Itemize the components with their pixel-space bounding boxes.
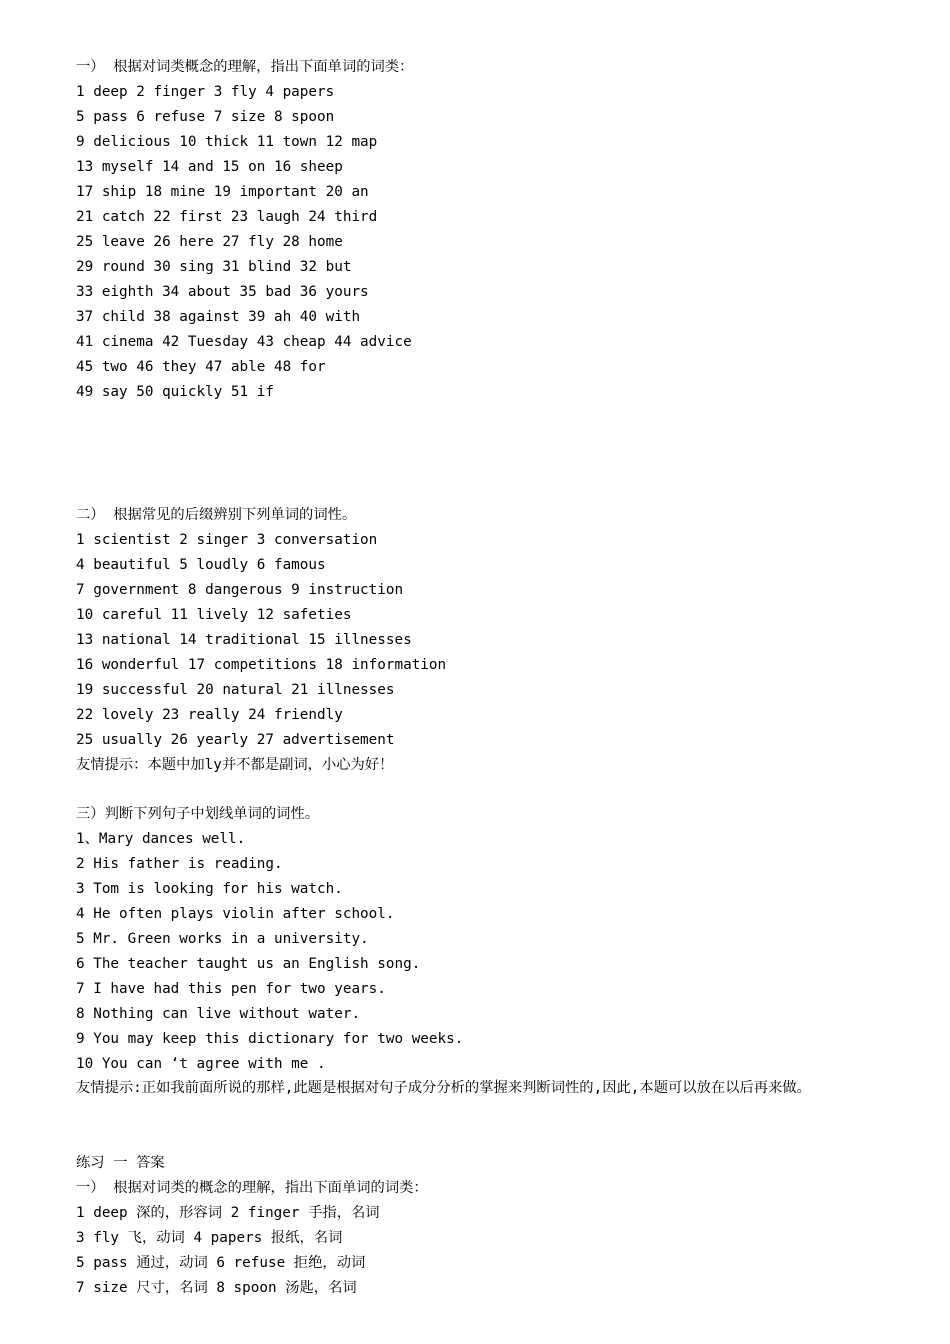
- section1-line: 17 ship 18 mine 19 important 20 an: [76, 184, 369, 200]
- section1-line: 37 child 38 against 39 ah 40 with: [76, 309, 361, 325]
- section3-line: 3 Tom is looking for his watch.: [76, 881, 343, 897]
- section2-line: 25 usually 26 yearly 27 advertisement: [76, 732, 395, 748]
- section1-line: 41 cinema 42 Tuesday 43 cheap 44 advice: [76, 334, 412, 350]
- section3-tip: 友情提示:正如我前面所说的那样,此题是根据对句子成分分析的掌握来判断词性的,因此,本题可以放在以后再来做。: [76, 1080, 811, 1096]
- section1-line: 49 say 50 quickly 51 if: [76, 384, 274, 400]
- section3-line: 1、Mary dances well.: [76, 831, 246, 847]
- section1-line: 13 myself 14 and 15 on 16 sheep: [76, 159, 343, 175]
- section3-line: 4 He often plays violin after school.: [76, 906, 395, 922]
- section1-line: 25 leave 26 here 27 fly 28 home: [76, 234, 343, 250]
- section3-line: 8 Nothing can live without water.: [76, 1006, 361, 1022]
- section3-line: 9 You may keep this dictionary for two weeks.: [76, 1031, 464, 1047]
- section2-line: 13 national 14 traditional 15 illnesses: [76, 632, 412, 648]
- section2-tip: 友情提示：本题中加ly并不都是副词，小心为好！: [76, 757, 394, 773]
- answers-heading: 一） 根据对词类的概念的理解，指出下面单词的词类：: [76, 1180, 428, 1196]
- section2-heading: 二） 根据常见的后缀辨别下列单词的词性。: [76, 507, 357, 523]
- section1-line: 5 pass 6 refuse 7 size 8 spoon: [76, 109, 335, 125]
- section1-line: 9 delicious 10 thick 11 town 12 map: [76, 134, 378, 150]
- section3-line: 10 You can ‘t agree with me .: [76, 1056, 326, 1072]
- section2-line: 19 successful 20 natural 21 illnesses: [76, 682, 395, 698]
- section2-line: 7 government 8 dangerous 9 instruction: [76, 582, 404, 598]
- section1-line: 1 deep 2 finger 3 fly 4 papers: [76, 84, 335, 100]
- section3-line: 5 Mr. Green works in a university.: [76, 931, 369, 947]
- section3-heading: 三）判断下列句子中划线单词的词性。: [76, 806, 320, 822]
- answers-line: 3 fly 飞，动词 4 papers 报纸，名词: [76, 1230, 343, 1246]
- answers-line: 7 size 尺寸，名词 8 spoon 汤匙，名词: [76, 1280, 357, 1296]
- section3-line: 7 I have had this pen for two years.: [76, 981, 386, 997]
- section1-line: 21 catch 22 first 23 laugh 24 third: [76, 209, 378, 225]
- section2-line: 16 wonderful 17 competitions 18 information: [76, 657, 447, 673]
- answers-line: 1 deep 深的，形容词 2 finger 手指，名词: [76, 1205, 380, 1221]
- section2-line: 4 beautiful 5 loudly 6 famous: [76, 557, 326, 573]
- section3-line: 2 His father is reading.: [76, 856, 283, 872]
- section2-line: 10 careful 11 lively 12 safeties: [76, 607, 352, 623]
- answers-title: 练习 一 答案: [76, 1155, 165, 1171]
- section1-line: 29 round 30 sing 31 blind 32 but: [76, 259, 352, 275]
- section3-line: 6 The teacher taught us an English song.: [76, 956, 421, 972]
- answers-line: 5 pass 通过，动词 6 refuse 拒绝，动词: [76, 1255, 366, 1271]
- section1-line: 33 eighth 34 about 35 bad 36 yours: [76, 284, 369, 300]
- section1-line: 45 two 46 they 47 able 48 for: [76, 359, 326, 375]
- section2-line: 1 scientist 2 singer 3 conversation: [76, 532, 378, 548]
- section2-line: 22 lovely 23 really 24 friendly: [76, 707, 343, 723]
- section1-heading: 一） 根据对词类概念的理解，指出下面单词的词类：: [76, 59, 414, 75]
